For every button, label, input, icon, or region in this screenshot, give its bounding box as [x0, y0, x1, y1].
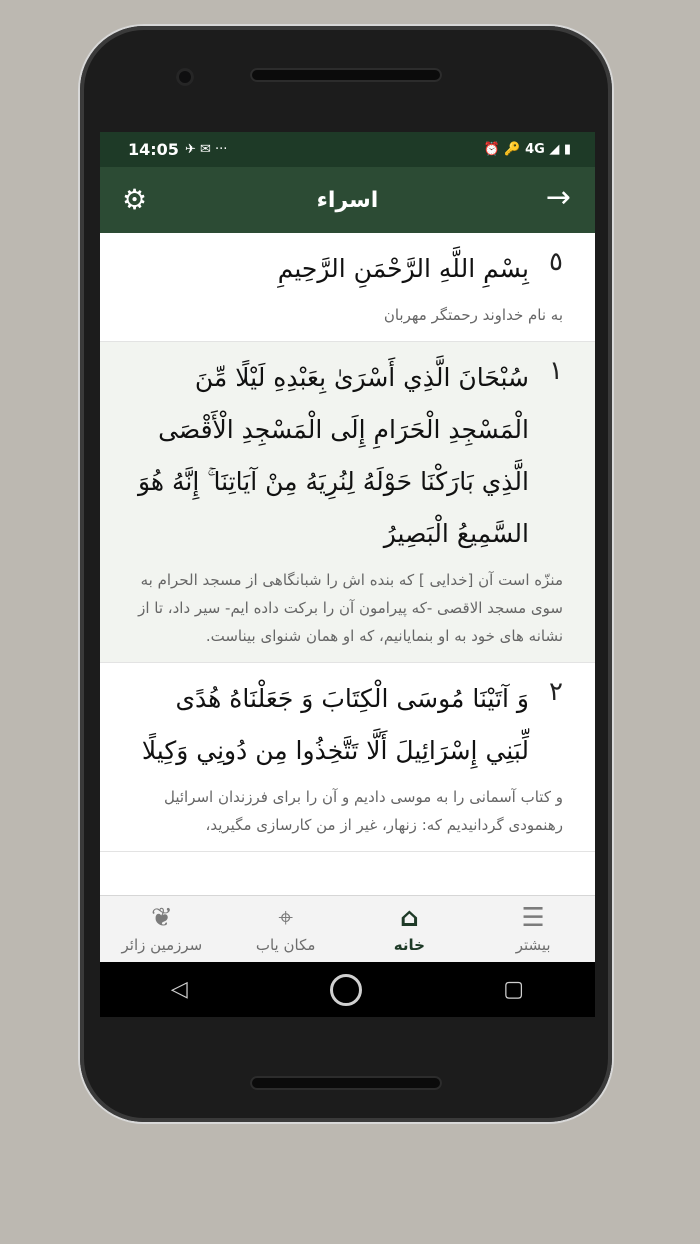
- arrow-right-icon[interactable]: →: [545, 180, 571, 215]
- system-navigation-bar: [100, 962, 595, 1017]
- nav-more[interactable]: [471, 896, 595, 962]
- lotus-icon: ❦: [150, 903, 173, 933]
- verse-item[interactable]: [100, 663, 595, 852]
- verse-arabic-text: وَ آتَيْنَا مُوسَى الْكِتَابَ وَ جَعَلْنَاهُ هُدًى لِّبَنِي إِسْرَائِيلَ أَلَّا تَتَّخِذُوا مِن دُونِي وَكِيلًا: [141, 684, 529, 765]
- nav-locator[interactable]: [224, 896, 348, 962]
- bottom-speaker: [250, 1076, 442, 1090]
- verse-translation: و کتاب آسمانی را به موسی دادیم و آن را برای فرزندان اسرائیل رهنمودی گردانیدیم که: زنهار، غیر از من کارسازی مگیرید،: [163, 788, 563, 834]
- location-pin-icon: ⌖: [278, 903, 293, 933]
- system-status-icons: ⏰ 🔑 4G ◢ ▮: [483, 142, 571, 157]
- nav-label: مکان یاب: [255, 936, 316, 954]
- bottom-navigation: [100, 895, 595, 962]
- app-bar: [100, 167, 595, 233]
- nav-home[interactable]: [348, 896, 472, 962]
- verse-number: ١: [549, 356, 563, 386]
- verse-list[interactable]: [100, 233, 595, 899]
- front-camera: [176, 68, 194, 86]
- verse-item[interactable]: [100, 342, 595, 663]
- verse-item[interactable]: [100, 233, 595, 342]
- notification-icons: ✈ ✉ ···: [184, 142, 228, 157]
- home-circle-icon[interactable]: [330, 974, 362, 1006]
- nav-label: سرزمین زائر: [121, 936, 203, 954]
- gear-icon[interactable]: ⚙: [122, 183, 148, 216]
- app-screen: [100, 132, 595, 1017]
- page-title: اسراء: [316, 187, 379, 213]
- verse-number: ٢: [549, 677, 563, 707]
- nav-pilgrim-land[interactable]: [100, 896, 224, 962]
- status-time: 14:05: [128, 140, 179, 159]
- nav-label: بیشتر: [515, 936, 551, 954]
- status-bar: [100, 132, 595, 167]
- verse-translation: منزّه است آن [خدایی ] که بنده اش را شبانگاهی از مسجد الحرام به سوی مسجد الاقصی -که پیرامون آن را برکت داده ایم- سیر داد، تا از نشانه های خود به او بنمایانیم، که او همان شنوای بیناست.: [138, 571, 563, 645]
- verse-arabic-text: بِسْمِ اللَّهِ الرَّحْمَنِ الرَّحِيمِ: [277, 254, 529, 283]
- verse-arabic-text: سُبْحَانَ الَّذِي أَسْرَىٰ بِعَبْدِهِ لَيْلًا مِّنَ الْمَسْجِدِ الْحَرَامِ إِلَى الْمَسْجِدِ الْأَقْصَى الَّذِي بَارَكْنَا حَوْلَهُ لِنُرِيَهُ مِنْ آيَاتِنَا ۚ إِنَّهُ هُوَ السَّمِيعُ الْبَصِيرُ: [137, 363, 529, 548]
- recents-square-icon[interactable]: ▢: [503, 977, 525, 1002]
- home-icon: ⌂: [400, 903, 419, 933]
- verse-translation: به نام خداوند رحمتگر مهربان: [383, 306, 563, 324]
- verse-number: ٥: [549, 247, 563, 277]
- back-triangle-icon[interactable]: ◁: [170, 977, 188, 1002]
- top-speaker: [250, 68, 442, 82]
- nav-label: خانه: [393, 936, 425, 954]
- menu-icon: ☰: [521, 903, 545, 933]
